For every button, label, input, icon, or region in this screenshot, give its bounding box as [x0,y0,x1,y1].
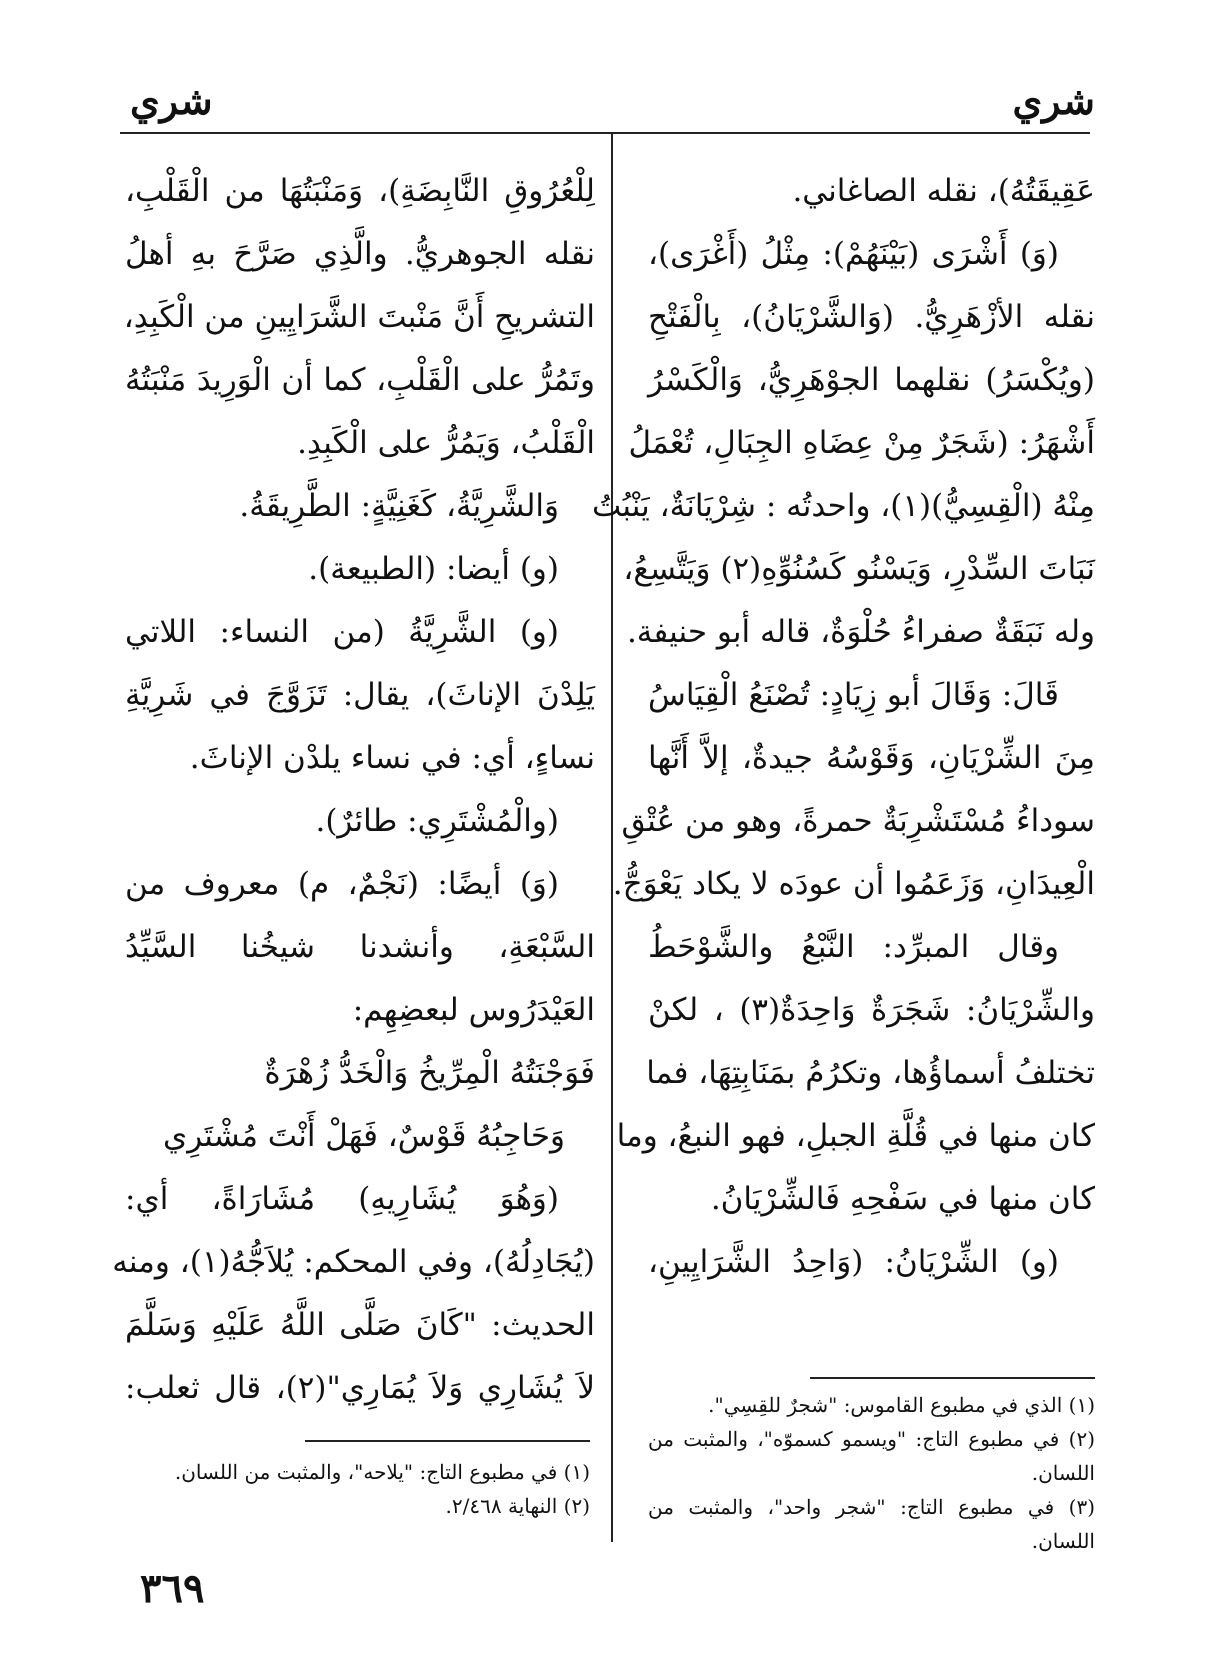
text-line: قَالَ: وَقَالَ أبو زِيَادٍ: تُصْنَعُ الْقِيَاسُ [648,677,1059,713]
footnote: (١) الذي في مطبوع القاموس: "شجرٌ للقِسِي". [708,1393,1095,1417]
text-line: وَالشَّرِيَّةُ، كَغَنِيَّةٍ: الطَّرِيقَةُ. [239,488,559,524]
left-column [112,160,596,1420]
text-line: (وَ) أيضًا: (نَجْمٌ، م) معروف من [125,866,559,902]
footnote-rule [810,1377,1095,1379]
text-line: (والْمُشْتَرِي: طائرٌ). [315,803,559,839]
text-line: نقله الأزْهَرِيُّ. (وَالشَّرْيَانُ)، بِالْفَتْحِ [648,299,1095,335]
footnotes-right [648,1388,1095,1558]
text-line: والشِّرْيَانُ: شَجَرَةٌ وَاحِدَةٌ(٣) ، لكنْ [648,992,1095,1028]
text-line: نَبَاتَ السِّدْرِ، وَيَسْنُو كَسُنُوِّهِ(٢) وَيَتَّسِعُ، [623,551,1095,587]
verse-line: فَوَجْنَتُهُ الْمِرِّيخُ وَالْخَدُّ زُهْرَةٌ [264,1055,595,1091]
text-line: السَّبْعَةِ، وأنشدنا شيخُنا السَّيِّدُ [125,929,595,965]
text-line: لاَ يُشَارِي وَلاَ يُمَارِي"(٢)، قال ثعلب: [125,1370,596,1406]
text-line: كان منها في قُلَّةِ الجبلِ، فهو النبعُ، وما [616,1118,1095,1154]
text-line: مِنْهُ (الْقِسِيُّ)(١)، واحدتُه : شِرْيَانَةٌ، يَنْبُتُ [591,488,1095,524]
footnote-rule [305,1440,590,1442]
footnote: (١) في مطبوع التاج: "يلاحه"، والمثبت من اللسان. [174,1460,590,1484]
page-number: ٣٦٩ [140,1565,205,1612]
footnote: (٢) في مطبوع التاج: "ويسمو كسموّه"، والمثبت من اللسان. [648,1427,1095,1485]
text-line: الحديث: "كَانَ صَلَّى اللَّهُ عَلَيْهِ وَسَلَّمَ [125,1307,595,1343]
header-entry-word-right: شري [1012,78,1095,123]
text-line: أَشْهَرُ: (شَجَرٌ مِنْ عِضَاهِ الجِبَالِ، تُعْمَلُ [628,425,1095,461]
column-divider [611,132,613,1542]
header-entry-word-left: شري [130,78,213,123]
text-line: نقله الجوهريُّ. والَّذِي صَرَّحَ بهِ أهلُ [125,236,595,272]
right-column [591,160,1095,1294]
text-line: التشريحِ أَنَّ مَنْبتَ الشَّرَايِينِ من الْكَبِدِ، [123,299,595,335]
footnotes-left [120,1455,590,1523]
text-line: (و) الشَّرِيَّةُ (من النساء: اللاتي [125,614,559,650]
text-line: لِلْعُرُوقِ النَّابِضَةِ)، وَمَنْبَتُهَا من الْقَلْبِ، [125,173,595,209]
header-rule [120,132,1090,134]
text-line: (و) الشِّرْيَانُ: (وَاحِدُ الشَّرَايِينِ، [648,1244,1059,1280]
text-line: العَيْدَرُوس لبعضِهِم: [352,992,595,1028]
text-line: الْقَلْبُ، وَيَمُرُّ على الْكَبِدِ. [297,425,595,461]
text-line: عَقِيقَتُهُ)، نقله الصاغاني. [792,173,1095,209]
text-line: (يُجَادِلُهُ)، وفي المحكم: يُلاَجُّهُ(١)، ومنه [112,1244,595,1280]
text-line: (وَهُوَ يُشَارِيهِ) مُشَارَاةً، أي: [125,1181,559,1217]
text-line: تختلفُ أسماؤُها، وتكرُمُ بمَنَابِتِهَا، فما [646,1055,1095,1091]
text-line: (وَ) أَشْرَى (بَيْنَهُمْ): مِثْلُ (أَغْرَى)، [648,236,1059,272]
verse-line: وَحَاجِبُهُ قَوْسٌ، فَهَلْ أَنْتَ مُشْتَرِي [162,1118,565,1154]
footnote: (٢) النهاية ٢/٤٦٨. [445,1494,590,1518]
text-line: (و) أيضا: (الطبيعة). [308,551,559,587]
text-line: الْعِيدَانِ، وَزَعَمُوا أن عودَه لا يكاد يَعْوَجُّ. [612,866,1095,902]
text-line: يَلِدْنَ الإناثَ)، يقال: تَزَوَّجَ في شَرِيَّةِ [125,677,595,713]
footnote: (٣) في مطبوع التاج: "شجر واحد"، والمثبت من اللسان. [648,1495,1095,1553]
text-line: وله نَبَقَةٌ صفراءُ حُلْوَةٌ، قاله أبو حنيفة. [626,614,1095,650]
text-line: وقال المبرِّد: النَّبْعُ والشَّوْحَطُ [648,929,1059,965]
text-line: كان منها في سَفْحِهِ فَالشِّرْيَانُ. [710,1181,1095,1217]
text-line: (ويُكْسَرُ) نقلهما الجوْهَرِيُّ، وَالْكَسْرُ [648,362,1095,398]
text-line: نساءٍ، أي: في نساء يلدْن الإناثَ. [189,740,595,776]
text-line: مِنَ الشِّرْيَانِ، وَقَوْسُهُ جيدةٌ، إلاَّ أَنَّها [648,740,1095,776]
text-line: وتَمُرُّ على الْقَلْبِ، كما أن الْوَرِيدَ مَنْبَتُهُ [125,362,595,398]
text-line: سوداءُ مُسْتَشْرِبَةٌ حمرةً، وهو من عُتْقِ [621,803,1095,839]
